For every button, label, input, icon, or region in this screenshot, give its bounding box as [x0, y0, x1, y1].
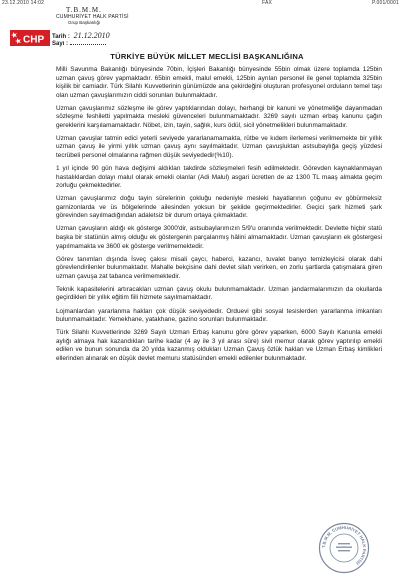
date-value: 21.12.2010	[73, 31, 110, 40]
date-label: Tarih :	[52, 34, 70, 40]
office-name: Grup Başkanlığı	[68, 20, 101, 25]
stamp-ring-text: T.B.M.M. CUMHURİYET HALK PARTİSİ	[320, 524, 368, 566]
paragraph: Uzman çavuşlar tatmin edici yeterli seviyede yararlanamamakta, rütbe ve kıdem ilerlemesi verilmemekte bir yıllık uzman çavuş ile yirmi yıllık uzman çavuş aynı sayılmaktadır. Uzman çavuşluktan astsubaylığa geçiş yüzdesi tecrübeli personel olmalarına rağmen düşük seviyededir(%10).	[56, 134, 382, 160]
fax-label: FAX	[262, 0, 273, 6]
institution-name: T.B.M.M.	[66, 6, 102, 14]
document-body	[56, 66, 382, 368]
paragraph: Türk Silahlı Kuvvetlerinde 3269 Sayılı Uzman Erbaş kanunu göre görev yaparken, 6000 Sayılı Kanunla emekli aylığı almaya hak kazandıkları tarihe kadar (4 ay ile 3 yıl arası süre) sivil memur olarak görev yaptırılıp emekli edilen ve bunun sonunda da 20 yılda kazanmış oldukları Uzman Çavuş özlük hakları ve Uzman Erbaş kimlikleri ellerinden alınarak en düşük devlet memuru statüsünden emekli edilenler bulunmaktadır.	[56, 329, 382, 362]
party-name: CUMHURİYET HALK PARTİSİ	[56, 14, 129, 20]
paragraph: Teknik kapasitelerini artıracakları uzman çavuş okulu bulunmamaktadır. Uzman jandarmalarımızın da okullarda geçirdikleri bir yıllık eğitim fiili hizmete sayılmamaktadır.	[56, 285, 382, 302]
number-label: Sayı :	[52, 41, 69, 47]
paragraph: Görev tanımları dışında İsveç çakısı misali çaycı, haberci, kazancı, tuvalet banyo temizleyicisi olarak dahi görevlendirilenler bulunmaktadır. Mahalle bekçisine dahi devlet silah verirken, en zorlu şartlarda çatışmalara giren uzman çavuşa zat tabanca verilmemektedir.	[56, 255, 382, 280]
number-blank	[70, 44, 106, 45]
official-stamp	[318, 522, 370, 574]
paragraph: Uzman çavuşlarımız sözleşme ile görev yaptıklarından dolayı, herhangi bir kanuni ve yönetmeliğe dayanmadan sözleşme feshiletti yapılmakta mesleki güvenceleri bulunmamaktadır. 3269 sayılı uzman erbaş kanunu çağın gereklerini karşılamamaktadır. Nöbet, izin, tayin, sağlık, kurs ödül, sicil yönetmelikleri bulunmamaktadır.	[56, 104, 382, 129]
fax-page-number: P.001/0001	[372, 0, 399, 6]
paragraph: Lojmanlardan yararlanma hakları çok düşük seviyededir. Orduevi gibi sosyal tesislerden yararlanma imkanları bulunmamaktadır. Yemekhane, yatakhane, gazino sorunları bulunmaktadır.	[56, 307, 382, 324]
svg-text:T.B.M.M. CUMHURİYET HALK PARTİ	[321, 525, 367, 566]
paragraph: 1 yıl içinde 90 gün hava değişimi aldıkları takdirde sözleşmeleri fesih edilmektedir. Görevden kaynaklanmayan hastalıklardan dolayı malul olarak emekli olanlar (Adi Malul) asgari ücretten de az 1300 TL maaş almakta geçim zorluğu çekmektedirler.	[56, 165, 382, 190]
number-field	[52, 41, 106, 47]
chp-logo-icon	[10, 30, 50, 46]
date-field	[52, 31, 110, 40]
logo-text: CHP	[23, 34, 45, 46]
paragraph: Uzman çavuşların aldığı ek gösterge 3000'dir, astsubaylarımızın 5/9'u oranında verilmektedir. Devlette hiçbir statü başka bir statünün almış olduğu ek göstergenin parçalanmış hâlini almamaktadır. Uzman çavuşların ek göstergesi yapılmamakta ve 3600 ek gösterge verilmemektedir.	[56, 225, 382, 250]
paragraph: Milli Savunma Bakanlığı bünyesinde 70bin, İçişleri Bakanlığı bünyesinde 55bin olmak üzere toplamda 125bin uzman çavuş görev yapmaktadır. 65bin emekli, malul emekli, 125bin ayrılan personel ile genel toplamda 325bin kişilik bir camiadır. Türk Silahlı Kuvvetlerinin günümüzde ana çekirdeğini oluşturan profesyonel orduların temel taşı olan uzman çavuşlarımızın ciddi sorunları bulunmaktadır.	[56, 66, 382, 99]
fax-timestamp: 23.12.2010 14:02	[2, 0, 45, 6]
paragraph: Uzman çavuşlarımız doğu tayin sürelerinin çokluğu nedeniyle mesleki hayatlarının çoğunu ev göbürmeksiz garnizonlarda ve üs bölgelerinde ailesinden yoksun bir şekilde geçirmektedirler. Geçici şark hizmeti şark görevinden sayılmadığından adaletsiz bir durum ortaya çıkmaktadır.	[56, 195, 382, 220]
document-title: TÜRKİYE BÜYÜK MİLLET MECLİSİ BAŞKANLIĞINA	[110, 52, 304, 61]
